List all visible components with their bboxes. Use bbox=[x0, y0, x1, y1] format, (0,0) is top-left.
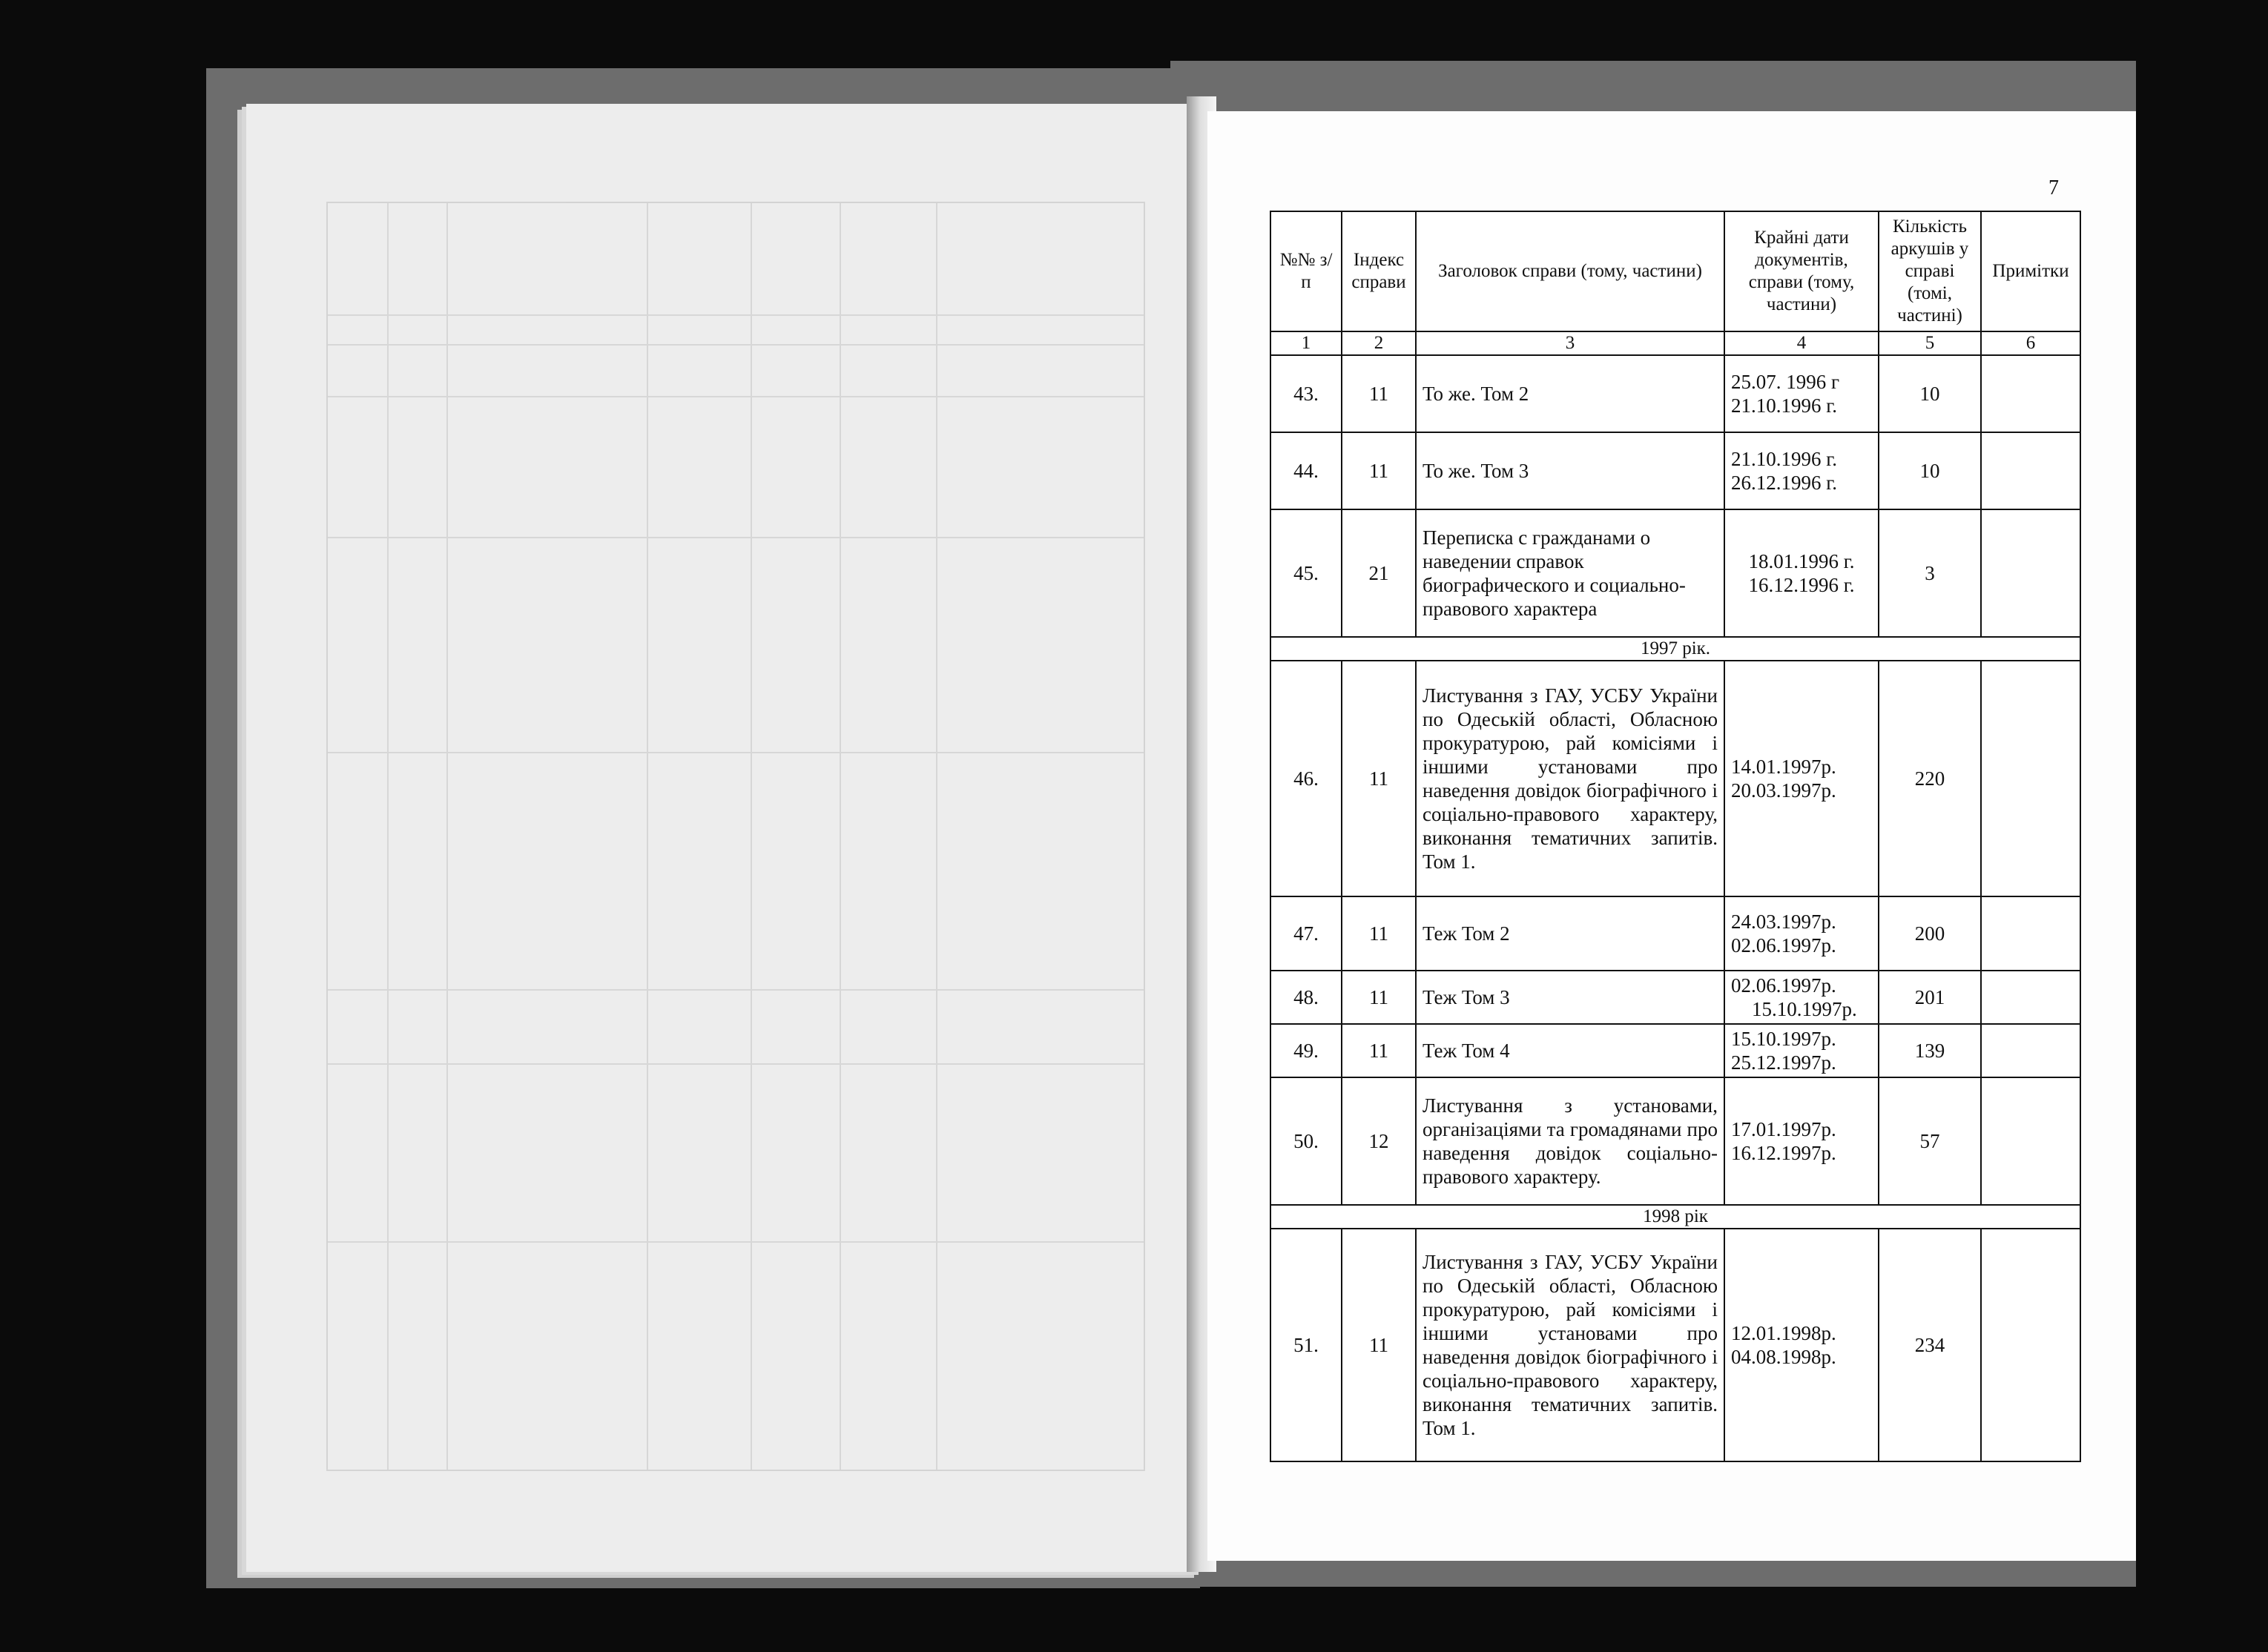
row-dates bbox=[1724, 661, 1879, 896]
row-notes bbox=[1981, 355, 2080, 432]
left-page-show-through-table bbox=[326, 202, 1145, 1471]
row-notes bbox=[1981, 432, 2080, 509]
table-row bbox=[1270, 661, 2080, 896]
row-sheets: 3 bbox=[1879, 509, 1981, 637]
header-number: №№ з/п bbox=[1270, 211, 1342, 331]
row-number: 50. bbox=[1270, 1077, 1342, 1205]
row-date-from: 15.10.1997р. bbox=[1731, 1028, 1836, 1050]
row-title: То же. Том 2 bbox=[1416, 355, 1724, 432]
row-notes bbox=[1981, 1229, 2080, 1461]
row-index: 12 bbox=[1342, 1077, 1416, 1205]
column-number-row bbox=[1270, 331, 2080, 355]
row-index: 11 bbox=[1342, 355, 1416, 432]
row-date-to: 04.08.1998р. bbox=[1731, 1346, 1836, 1368]
table-row bbox=[1270, 896, 2080, 971]
table-row bbox=[1270, 509, 2080, 637]
row-date-from: 12.01.1998р. bbox=[1731, 1322, 1836, 1344]
row-title: То же. Том 3 bbox=[1416, 432, 1724, 509]
row-date-to: 21.10.1996 г. bbox=[1731, 394, 1838, 417]
row-date-from: 24.03.1997р. bbox=[1731, 911, 1836, 933]
row-notes bbox=[1981, 1024, 2080, 1077]
row-sheets: 139 bbox=[1879, 1024, 1981, 1077]
table-header-row bbox=[1270, 211, 2080, 331]
row-date-to: 15.10.1997р. bbox=[1752, 998, 1857, 1020]
row-title: Листування з ГАУ, УСБУ України по Одеській області, Обласною прокуратурою, рай комісіями і іншими установами про наведення довідок біографічного і соціально-правового характеру, виконання тематичних запитів. Том 1. bbox=[1416, 661, 1724, 896]
row-dates bbox=[1724, 1024, 1879, 1077]
row-index: 11 bbox=[1342, 896, 1416, 971]
row-dates bbox=[1724, 432, 1879, 509]
row-number: 43. bbox=[1270, 355, 1342, 432]
row-date-to: 02.06.1997р. bbox=[1731, 934, 1836, 956]
row-notes bbox=[1981, 971, 2080, 1024]
table-row bbox=[1270, 1077, 2080, 1205]
year-label: 1997 рік. bbox=[1270, 637, 2080, 661]
row-sheets: 201 bbox=[1879, 971, 1981, 1024]
header-index: Індекс справи bbox=[1342, 211, 1416, 331]
row-index: 11 bbox=[1342, 432, 1416, 509]
row-notes bbox=[1981, 1077, 2080, 1205]
row-title: Теж Том 2 bbox=[1416, 896, 1724, 971]
row-title: Теж Том 3 bbox=[1416, 971, 1724, 1024]
row-index: 11 bbox=[1342, 971, 1416, 1024]
row-title: Листування з ГАУ, УСБУ України по Одеській області, Обласною прокуратурою, рай комісіями і іншими установами про наведення довідок біографічного і соціально-правового характеру, виконання тематичних запитів. Том 1. bbox=[1416, 1229, 1724, 1461]
page-number: 7 bbox=[2048, 176, 2059, 199]
row-date-from: 21.10.1996 г. bbox=[1731, 448, 1838, 470]
row-title: Переписка с гражданами о наведении справок биографического и социально-правового характера bbox=[1416, 509, 1724, 637]
table-row bbox=[1270, 1024, 2080, 1077]
row-index: 11 bbox=[1342, 1229, 1416, 1461]
row-title: Листування з установами, організаціями та громадянами про наведення довідок соціально-правового характеру. bbox=[1416, 1077, 1724, 1205]
year-row bbox=[1270, 1205, 2080, 1229]
row-date-from: 25.07. 1996 г bbox=[1731, 371, 1840, 393]
column-number: 5 bbox=[1879, 331, 1981, 355]
archive-inventory-table bbox=[1270, 211, 2081, 1462]
row-notes bbox=[1981, 509, 2080, 637]
row-dates bbox=[1724, 1077, 1879, 1205]
row-number: 47. bbox=[1270, 896, 1342, 971]
column-number: 3 bbox=[1416, 331, 1724, 355]
row-date-to: 25.12.1997р. bbox=[1731, 1051, 1836, 1074]
row-dates bbox=[1724, 355, 1879, 432]
row-dates bbox=[1724, 509, 1879, 637]
row-sheets: 10 bbox=[1879, 432, 1981, 509]
column-number: 1 bbox=[1270, 331, 1342, 355]
row-sheets: 57 bbox=[1879, 1077, 1981, 1205]
row-dates bbox=[1724, 896, 1879, 971]
row-number: 51. bbox=[1270, 1229, 1342, 1461]
row-number: 48. bbox=[1270, 971, 1342, 1024]
row-date-to: 16.12.1996 г. bbox=[1748, 574, 1855, 596]
row-number: 45. bbox=[1270, 509, 1342, 637]
row-date-from: 02.06.1997р. bbox=[1731, 974, 1836, 997]
header-sheets: Кількість аркушів у справі (томі, частині) bbox=[1879, 211, 1981, 331]
row-sheets: 234 bbox=[1879, 1229, 1981, 1461]
row-date-from: 18.01.1996 г. bbox=[1748, 550, 1855, 572]
row-notes bbox=[1981, 896, 2080, 971]
header-dates: Крайні дати документів, справи (тому, частини) bbox=[1724, 211, 1879, 331]
column-number: 4 bbox=[1724, 331, 1879, 355]
row-dates bbox=[1724, 1229, 1879, 1461]
row-number: 46. bbox=[1270, 661, 1342, 896]
column-number: 2 bbox=[1342, 331, 1416, 355]
row-index: 21 bbox=[1342, 509, 1416, 637]
header-notes: Примітки bbox=[1981, 211, 2080, 331]
header-title: Заголовок справи (тому, частини) bbox=[1416, 211, 1724, 331]
table-row bbox=[1270, 432, 2080, 509]
row-sheets: 10 bbox=[1879, 355, 1981, 432]
row-notes bbox=[1981, 661, 2080, 896]
table-row bbox=[1270, 971, 2080, 1024]
row-number: 49. bbox=[1270, 1024, 1342, 1077]
row-number: 44. bbox=[1270, 432, 1342, 509]
row-date-from: 14.01.1997р. bbox=[1731, 756, 1836, 778]
table-row bbox=[1270, 355, 2080, 432]
row-date-to: 26.12.1996 г. bbox=[1731, 472, 1838, 494]
row-sheets: 200 bbox=[1879, 896, 1981, 971]
year-row bbox=[1270, 637, 2080, 661]
year-label: 1998 рік bbox=[1270, 1205, 2080, 1229]
row-date-to: 16.12.1997р. bbox=[1731, 1142, 1836, 1164]
column-number: 6 bbox=[1981, 331, 2080, 355]
row-sheets: 220 bbox=[1879, 661, 1981, 896]
row-index: 11 bbox=[1342, 1024, 1416, 1077]
row-date-from: 17.01.1997р. bbox=[1731, 1118, 1836, 1140]
row-index: 11 bbox=[1342, 661, 1416, 896]
row-date-to: 20.03.1997р. bbox=[1731, 779, 1836, 802]
table-row bbox=[1270, 1229, 2080, 1461]
row-title: Теж Том 4 bbox=[1416, 1024, 1724, 1077]
row-dates bbox=[1724, 971, 1879, 1024]
